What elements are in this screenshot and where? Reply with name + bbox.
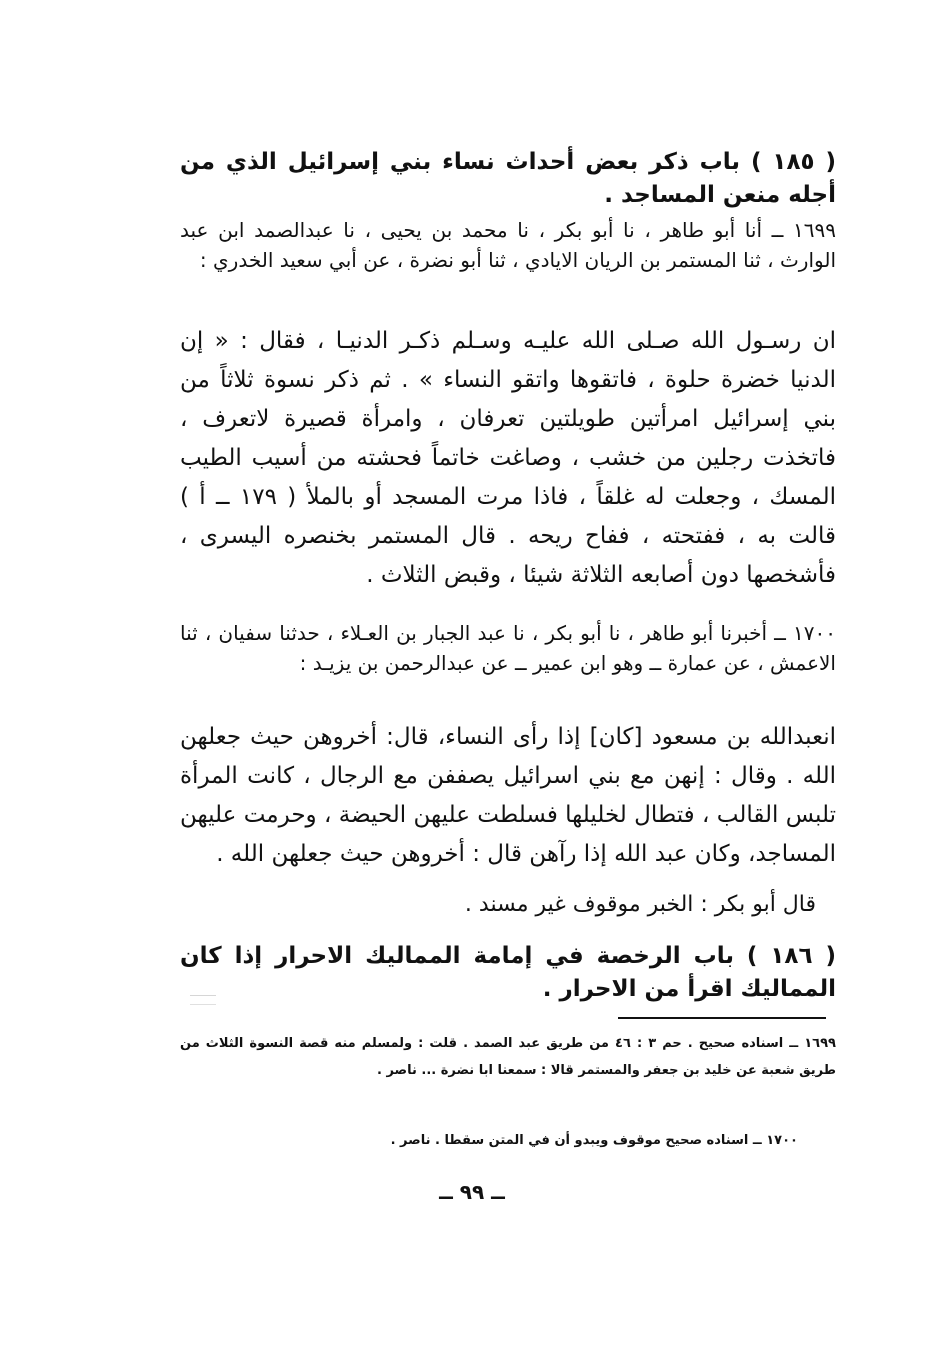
hadith-1700-isnad: ١٧٠٠ ــ أخبرنا أبو طاهر ، نا أبو بكر ، نا عبد الجبار بن العـلاء ، حدثنا سفيان ، ثنا الاعمش ، عن عمارة ــ وهو ابن عمير ــ عن عبدالرحمن بن يزيـد :	[180, 621, 836, 675]
hadith-1700-comment: قال أبو بكر : الخبر موقوف غير مسند .	[464, 892, 816, 917]
scan-smudge	[190, 995, 216, 1005]
chapter-heading-186: ( ١٨٦ ) باب الرخصة في إمامة المماليك الاحرار إذا كان المماليك اقرأ من الاحرار .	[180, 943, 836, 1002]
footnote-1699: ١٦٩٩ ــ اسناده صحيح . حم ٣ : ٤٦ من طريق عبد الصمد . قلت : ولمسلم منه قصة النسوة الثلاث من طريق شعبة عن خليد بن جعفر والمستمر قالا : سمعنا ابا نضرة ... ناصر .	[180, 1036, 836, 1078]
hadith-1700-matn: انعبدالله بن مسعود [كان] إذا رأى النساء، قال: أخروهن حيث جعلهن الله . وقال : إنهن مع بني اسرائيل يصففن مع الرجال ، كانت المرأة تلبس القالب ، فتطال لخليلها فسلطت عليهن الحيضة ، وحرمت عليهن المساجد، وكان عبد الله إذا رآهن قال : أخروهن حيث جعلهن الله .	[180, 724, 836, 867]
footnote-1700: ١٧٠٠ ــ اسناده صحيح موقوف ويبدو أن في المتن سقطا . ناصر .	[390, 1133, 798, 1148]
chapter-heading-185: ( ١٨٥ ) باب ذكر بعض أحداث نساء بني إسرائيل الذي من أجله منعن المساجد .	[180, 149, 836, 208]
page-number: ــ ٩٩ ــ	[439, 1180, 505, 1204]
hadith-1699-matn: ان رسـول الله صـلى الله عليـه وسـلم ذكـر الدنيـا ، فقال : « إن الدنيا خضرة حلوة ، فاتقوها واتقو النساء » . ثم ذكر نسوة ثلاثاً من بني إسرائيل امرأتين طويلتين تعرفان ، وامرأة قصيرة لاتعرف ، فاتخذت رجلين من خشب ، وصاغت خاتماً فحشته من أسيب الطيب المسك ، وجعلت له غلقاً ، فاذا مرت المسجد أو بالملأ ( ١٧٩ ــ أ ) قالت به ، ففتحته ، ففاح ريحه . قال المستمر بخنصره اليسرى ، فأشخصها دون أصابعه الثلاثة شيئا ، وقبض الثلاث .	[180, 328, 836, 588]
footnote-divider	[618, 1017, 826, 1019]
hadith-1699-isnad: ١٦٩٩ ــ أنا أبو طاهر ، نا أبو بكر ، نا محمد بن يحيى ، نا عبدالصمد ابن عبد الوارث ، ثنا المستمر بن الريان الايادي ، ثنا أبو نضرة ، عن أبي سعيد الخدري :	[180, 218, 836, 272]
